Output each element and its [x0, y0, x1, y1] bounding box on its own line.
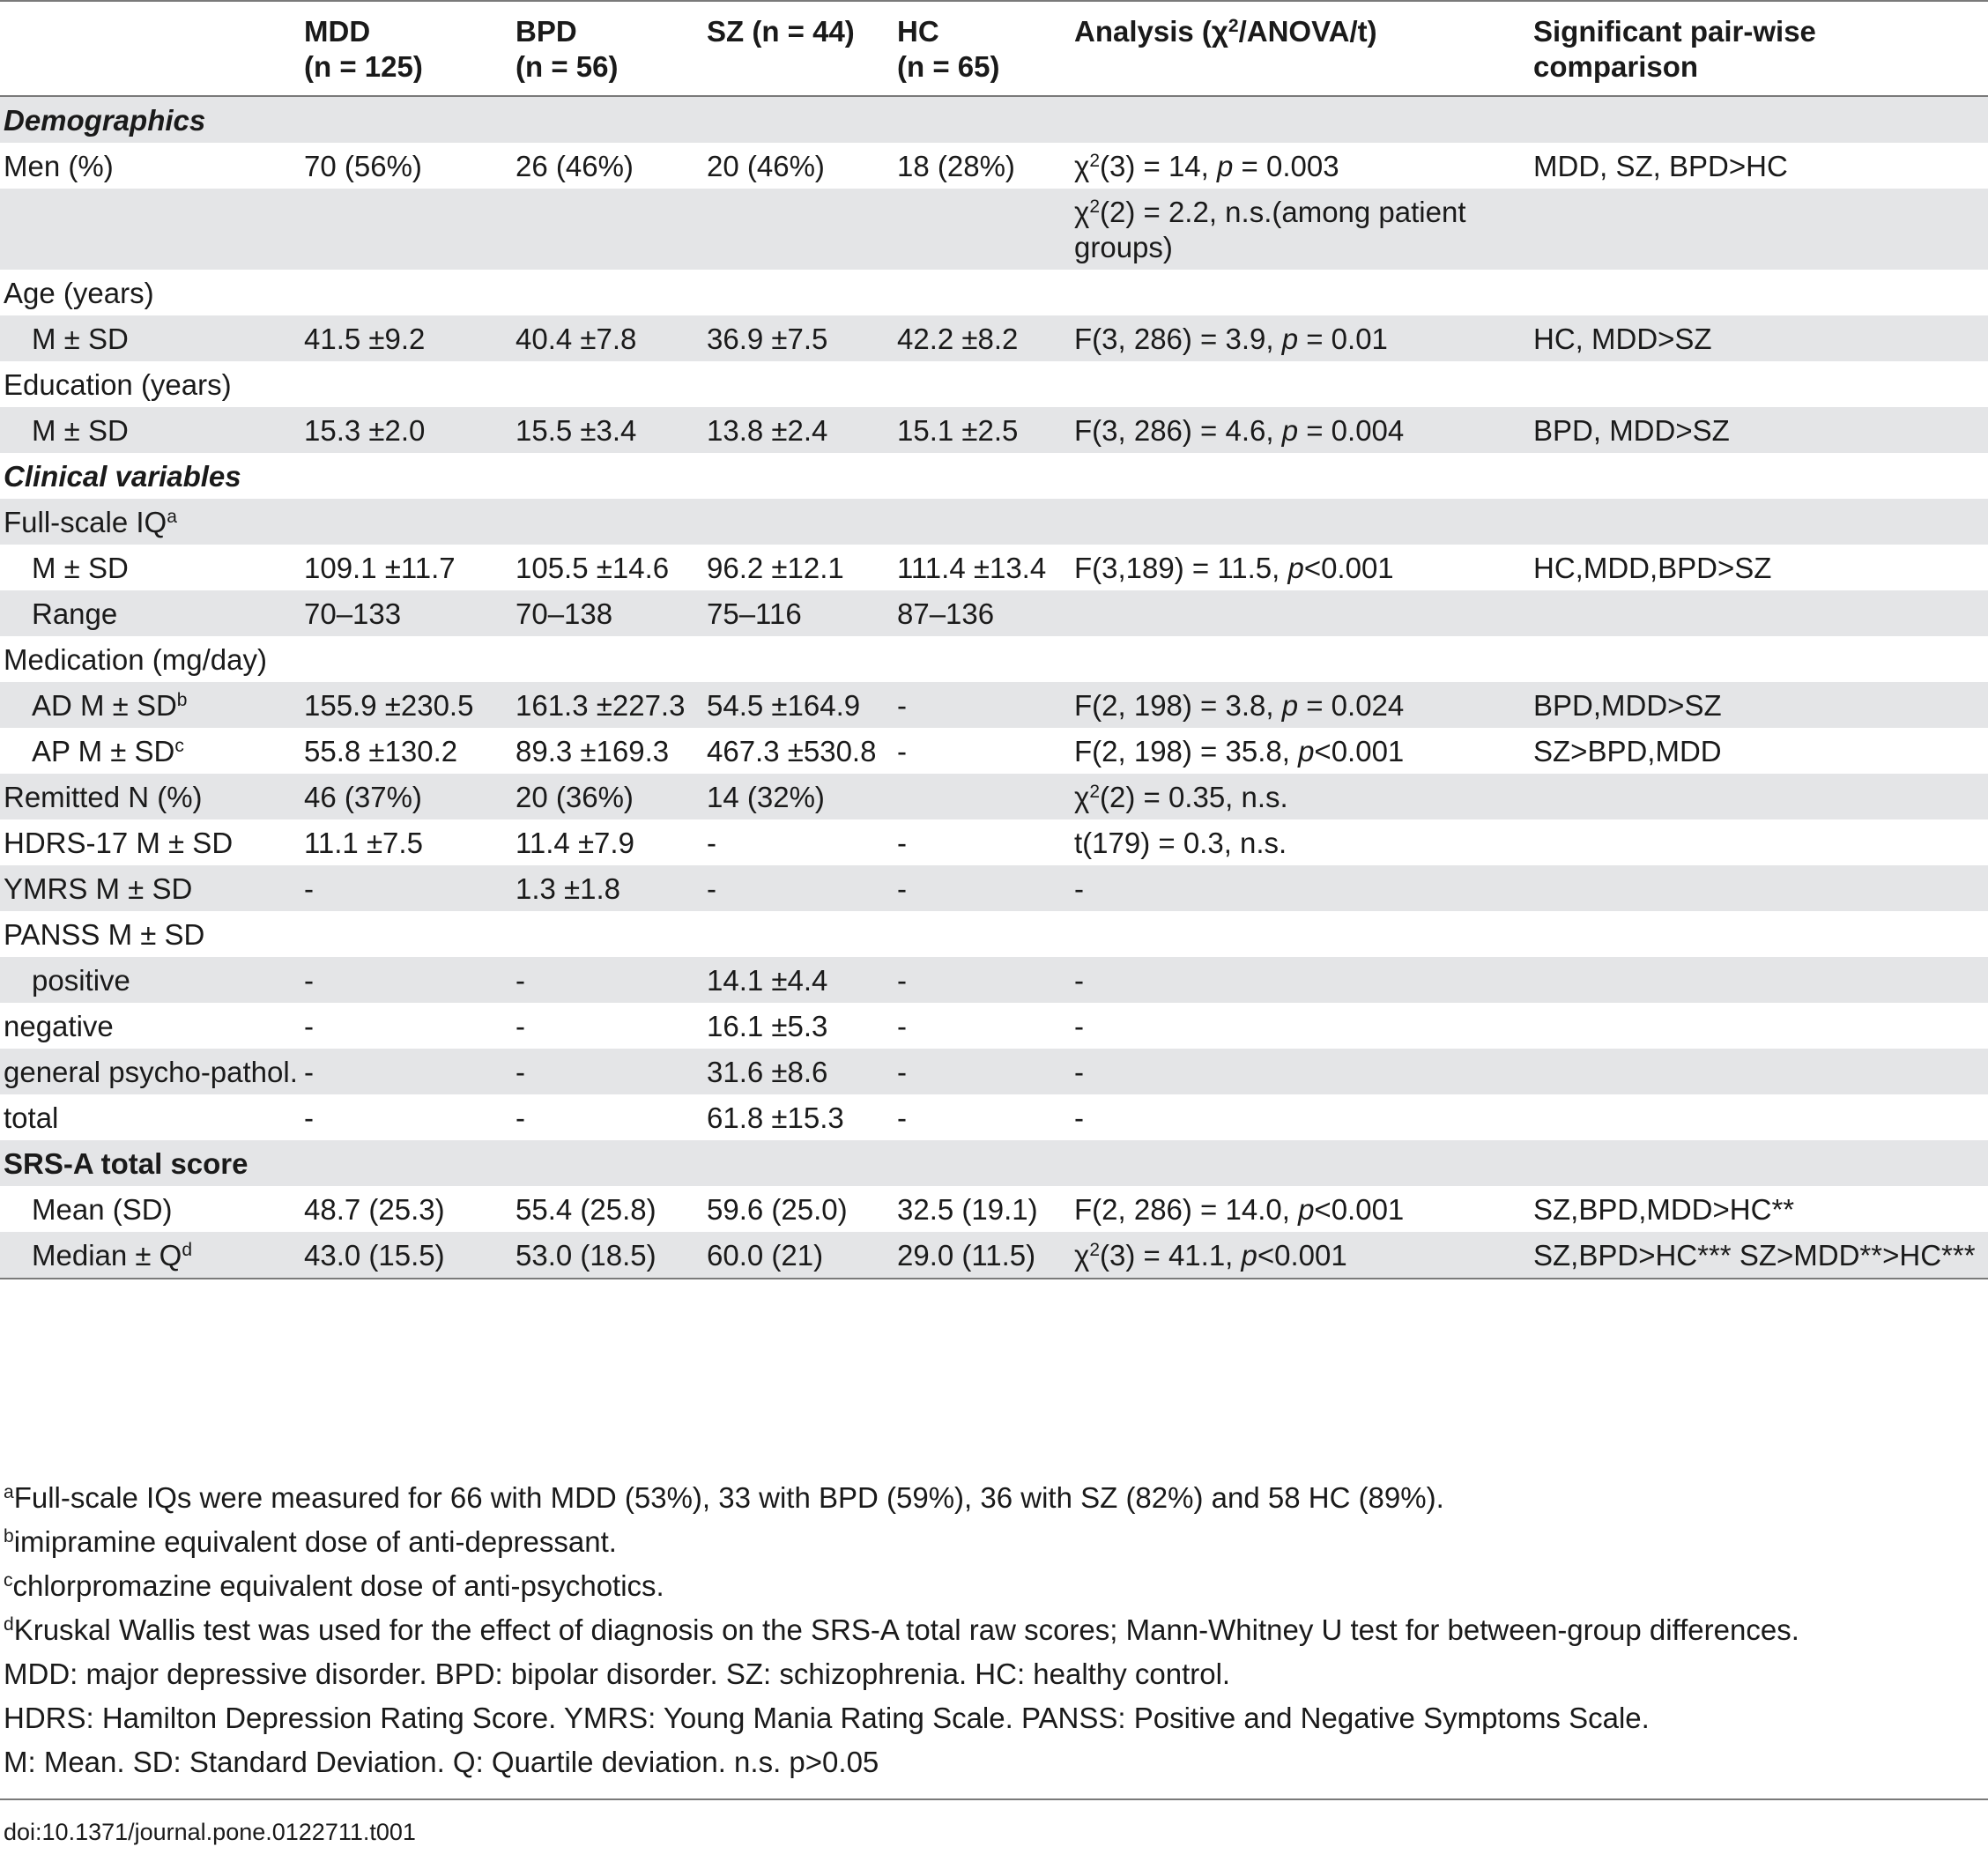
pairwise-cell: BPD,MDD>SZ	[1533, 689, 1722, 722]
analysis-cell: F(3,189) = 11.5, p<0.001	[1074, 552, 1394, 584]
sz-cell	[707, 361, 897, 407]
bpd-cell: -	[516, 1101, 525, 1134]
footnote: $^c$chlorpromazine equivalent dose of anti-psychotics.	[4, 1569, 664, 1602]
bpd-cell: 53.0 (18.5)	[516, 1239, 656, 1272]
hc-cell: -	[897, 872, 907, 905]
mdd-cell: -	[304, 964, 314, 997]
table-row	[0, 270, 1988, 315]
pairwise-cell	[1533, 499, 1988, 545]
pairwise-cell: SZ,BPD>HC*** SZ>MDD**>HC***	[1533, 1239, 1976, 1272]
row-label: Remitted N (%)	[4, 781, 203, 813]
section-label: Clinical variables	[4, 460, 241, 493]
pairwise-cell	[1533, 1094, 1988, 1140]
section-row	[0, 453, 1988, 499]
table-row	[0, 865, 1988, 911]
hc-cell: 87–136	[897, 597, 995, 630]
header-blank	[0, 1, 304, 96]
table-row	[0, 407, 1988, 453]
footnote: $^a$Full-scale IQs were measured for 66 with MDD (53%), 33 with BPD (59%), 36 with SZ (82%) and 58 HC (89%).	[4, 1481, 1444, 1514]
row-label: negative	[4, 1010, 114, 1042]
pairwise-cell	[1533, 1049, 1988, 1094]
analysis-cell: F(2, 198) = 35.8, p<0.001	[1074, 735, 1405, 768]
bpd-cell: 40.4 ±7.8	[516, 323, 637, 355]
table-row	[0, 728, 1988, 774]
row-label: HDRS-17 M ± SD	[4, 827, 234, 859]
table-body	[0, 96, 1988, 1279]
table-row	[0, 1232, 1988, 1279]
pairwise-cell	[1533, 911, 1988, 957]
analysis-cell: -	[1074, 1056, 1084, 1088]
sz-cell	[707, 270, 897, 315]
sz-cell: 75–116	[707, 597, 802, 630]
table-row	[0, 143, 1988, 189]
mdd-cell: -	[304, 1056, 314, 1088]
sz-cell: 14 (32%)	[707, 781, 825, 813]
pairwise-cell	[1533, 774, 1988, 819]
bpd-cell: 161.3 ±227.3	[516, 689, 686, 722]
bottom-rule	[0, 1798, 1988, 1800]
bpd-cell: -	[516, 1010, 525, 1042]
row-label: general psycho-pathol.	[4, 1056, 298, 1088]
analysis-cell	[1074, 270, 1533, 315]
row-label: M ± SD	[32, 323, 129, 355]
section-row	[0, 1140, 1988, 1186]
sz-cell: 59.6 (25.0)	[707, 1193, 848, 1226]
hc-cell	[897, 774, 1074, 819]
footnote: HDRS: Hamilton Depression Rating Score. YMRS: Young Mania Rating Scale. PANSS: Positive and Negative Symptoms Scale.	[4, 1702, 1650, 1734]
pairwise-cell	[1533, 957, 1988, 1003]
bpd-cell	[516, 189, 707, 270]
mdd-cell: 155.9 ±230.5	[304, 689, 474, 722]
analysis-cell: t(179) = 0.3, n.s.	[1074, 827, 1287, 859]
sz-cell: 13.8 ±2.4	[707, 414, 828, 447]
footnote: $^b$imipramine equivalent dose of anti-depressant.	[4, 1525, 617, 1558]
table-row	[0, 682, 1988, 728]
table-header	[0, 1, 1988, 96]
sz-cell	[707, 911, 897, 957]
analysis-cell: F(2, 198) = 3.8, p = 0.024	[1074, 689, 1405, 722]
mdd-cell: 43.0 (15.5)	[304, 1239, 445, 1272]
analysis-cell: -	[1074, 964, 1084, 997]
table-row	[0, 1003, 1988, 1049]
pairwise-cell: HC,MDD,BPD>SZ	[1533, 552, 1772, 584]
mdd-cell: 46 (37%)	[304, 781, 422, 813]
pairwise-cell: SZ,BPD,MDD>HC**	[1533, 1193, 1795, 1226]
mdd-cell: 70–133	[304, 597, 402, 630]
row-label: Age (years)	[4, 277, 154, 309]
row-label	[0, 189, 304, 270]
bpd-cell: 70–138	[516, 597, 613, 630]
row-label: Men (%)	[4, 150, 114, 182]
mdd-cell: -	[304, 1101, 314, 1134]
table-row	[0, 1186, 1988, 1232]
sz-cell: -	[707, 827, 716, 859]
bpd-cell: 15.5 ±3.4	[516, 414, 637, 447]
analysis-cell: -	[1074, 1010, 1084, 1042]
bpd-cell: 55.4 (25.8)	[516, 1193, 656, 1226]
pairwise-cell	[1533, 636, 1988, 682]
bpd-cell: -	[516, 1056, 525, 1088]
header-mdd: MDD (n = 125)	[304, 15, 423, 83]
section-label: SRS-A total score	[4, 1147, 248, 1180]
row-label: Mean (SD)	[32, 1193, 173, 1226]
bpd-cell: 105.5 ±14.6	[516, 552, 670, 584]
analysis-cell: F(3, 286) = 3.9, p = 0.01	[1074, 323, 1388, 355]
mdd-cell	[304, 189, 516, 270]
mdd-cell: 55.8 ±130.2	[304, 735, 458, 768]
analysis-cell	[1074, 911, 1533, 957]
sz-cell: 96.2 ±12.1	[707, 552, 844, 584]
footnote: $^d$Kruskal Wallis test was used for the effect of diagnosis on the SRS-A total raw scores; Mann-Whitney U test for between-group differences.	[4, 1613, 1799, 1646]
sz-cell: 60.0 (21)	[707, 1239, 824, 1272]
header-sz: SZ (n = 44)	[707, 15, 855, 48]
bpd-cell	[516, 636, 707, 682]
mdd-cell: -	[304, 872, 314, 905]
analysis-cell: $\chi^2(3) = 41.1$, p<0.001	[1074, 1239, 1347, 1272]
bpd-cell	[516, 911, 707, 957]
analysis-cell: $\chi^2(3) = 14$, p = 0.003	[1074, 150, 1339, 182]
pairwise-cell: MDD, SZ, BPD>HC	[1533, 150, 1788, 182]
bpd-cell: 89.3 ±169.3	[516, 735, 670, 768]
pairwise-cell	[1533, 819, 1988, 865]
row-label: Full-scale $IQ^a$	[4, 506, 177, 538]
sz-cell: 20 (46%)	[707, 150, 825, 182]
row-label: M ± SD	[32, 552, 129, 584]
hc-cell	[897, 911, 1074, 957]
table-row	[0, 499, 1988, 545]
mdd-cell: -	[304, 1010, 314, 1042]
footnote: MDD: major depressive disorder. BPD: bipolar disorder. SZ: schizophrenia. HC: healthy control.	[4, 1657, 1231, 1690]
hc-cell	[897, 189, 1074, 270]
mdd-cell	[304, 911, 516, 957]
bpd-cell	[516, 361, 707, 407]
pairwise-cell	[1533, 865, 1988, 911]
sz-cell	[707, 636, 897, 682]
row-label: Medication (mg/day)	[4, 643, 267, 676]
mdd-cell	[304, 270, 516, 315]
mdd-cell: 41.5 ±9.2	[304, 323, 426, 355]
table-row	[0, 545, 1988, 590]
footnote: M: Mean. SD: Standard Deviation. Q: Quartile deviation. n.s. p>0.05	[4, 1746, 879, 1778]
header-hc: HC (n = 65)	[897, 15, 1000, 83]
bpd-cell: -	[516, 964, 525, 997]
pairwise-cell: HC, MDD>SZ	[1533, 323, 1712, 355]
pairwise-cell	[1533, 590, 1988, 636]
row-label: Range	[32, 597, 118, 630]
mdd-cell: 15.3 ±2.0	[304, 414, 426, 447]
bpd-cell: 1.3 ±1.8	[516, 872, 621, 905]
analysis-cell	[1074, 499, 1533, 545]
sz-cell: 61.8 ±15.3	[707, 1101, 844, 1134]
hc-cell	[897, 361, 1074, 407]
table-row	[0, 189, 1988, 270]
hc-cell: -	[897, 689, 907, 722]
table-row	[0, 774, 1988, 819]
sz-cell: 36.9 ±7.5	[707, 323, 828, 355]
sz-cell	[707, 189, 897, 270]
row-label: AP $M \pm SD^c$	[32, 735, 184, 768]
row-label: Median ± $Q^d$	[32, 1239, 193, 1272]
footnotes	[4, 1480, 1977, 1789]
row-label: M ± SD	[32, 414, 129, 447]
table-row	[0, 911, 1988, 957]
mdd-cell	[304, 361, 516, 407]
bpd-cell: 26 (46%)	[516, 150, 634, 182]
bpd-cell	[516, 499, 707, 545]
hc-cell: 111.4 ±13.4	[897, 552, 1047, 584]
hc-cell: 29.0 (11.5)	[897, 1239, 1036, 1272]
row-label: YMRS M ± SD	[4, 872, 193, 905]
sz-cell: 31.6 ±8.6	[707, 1056, 828, 1088]
sz-cell: 54.5 ±164.9	[707, 689, 861, 722]
pairwise-cell: SZ>BPD,MDD	[1533, 735, 1722, 768]
hc-cell: 18 (28%)	[897, 150, 1015, 182]
pairwise-cell	[1533, 361, 1988, 407]
analysis-cell	[1074, 361, 1533, 407]
hc-cell: -	[897, 1010, 907, 1042]
analysis-cell: -	[1074, 872, 1084, 905]
pairwise-cell	[1533, 1003, 1988, 1049]
table-row	[0, 957, 1988, 1003]
hc-cell: -	[897, 735, 907, 768]
row-label: PANSS M ± SD	[4, 918, 205, 951]
sz-cell: -	[707, 872, 716, 905]
table-row	[0, 1094, 1988, 1140]
hc-cell: -	[897, 964, 907, 997]
doi-label: doi:10.1371/journal.pone.0122711.t001	[4, 1819, 416, 1845]
pairwise-cell: BPD, MDD>SZ	[1533, 414, 1730, 447]
bpd-cell: 20 (36%)	[516, 781, 634, 813]
mdd-cell: 11.1 ±7.5	[304, 827, 423, 859]
sz-cell: 14.1 ±4.4	[707, 964, 828, 997]
analysis-cell	[1074, 590, 1533, 636]
row-label: total	[4, 1101, 59, 1134]
hc-cell: 15.1 ±2.5	[897, 414, 1019, 447]
hc-cell	[897, 270, 1074, 315]
bpd-cell: 11.4 ±7.9	[516, 827, 634, 859]
sz-cell: 16.1 ±5.3	[707, 1010, 828, 1042]
mdd-cell	[304, 636, 516, 682]
header-pairwise: Significant pair-wise comparison	[1533, 15, 1816, 83]
mdd-cell: 109.1 ±11.7	[304, 552, 456, 584]
pairwise-cell	[1533, 270, 1988, 315]
hc-cell: 42.2 ±8.2	[897, 323, 1019, 355]
analysis-cell: $\chi^2(2) = 0.35$, n.s.	[1074, 781, 1288, 813]
bpd-cell	[516, 270, 707, 315]
hc-cell	[897, 499, 1074, 545]
table-row	[0, 819, 1988, 865]
analysis-cell: F(3, 286) = 4.6, p = 0.004	[1074, 414, 1405, 447]
row-label: positive	[32, 964, 130, 997]
mdd-cell	[304, 499, 516, 545]
analysis-cell: $\chi^2(2) = 2.2$, n.s.(among patient groups)	[1074, 196, 1466, 263]
row-label: AD $M \pm SD^b$	[32, 689, 188, 722]
hc-cell: -	[897, 827, 907, 859]
table-row	[0, 590, 1988, 636]
analysis-cell	[1074, 636, 1533, 682]
sz-cell	[707, 499, 897, 545]
hc-cell: -	[897, 1101, 907, 1134]
table-row	[0, 361, 1988, 407]
pairwise-cell	[1533, 189, 1988, 270]
table-row	[0, 315, 1988, 361]
section-row	[0, 96, 1988, 143]
analysis-cell: F(2, 286) = 14.0, p<0.001	[1074, 1193, 1405, 1226]
sz-cell: 467.3 ±530.8	[707, 735, 877, 768]
table-row	[0, 636, 1988, 682]
hc-cell: -	[897, 1056, 907, 1088]
analysis-cell: -	[1074, 1101, 1084, 1134]
table-row	[0, 1049, 1988, 1094]
row-label: Education (years)	[4, 368, 232, 401]
mdd-cell: 70 (56%)	[304, 150, 422, 182]
hc-cell: 32.5 (19.1)	[897, 1193, 1038, 1226]
header-bpd: BPD (n = 56)	[516, 15, 619, 83]
section-label: Demographics	[4, 104, 206, 137]
header-analysis: Analysis $(\chi^2/ANOVA/t)$	[1074, 15, 1377, 48]
hc-cell	[897, 636, 1074, 682]
mdd-cell: 48.7 (25.3)	[304, 1193, 445, 1226]
